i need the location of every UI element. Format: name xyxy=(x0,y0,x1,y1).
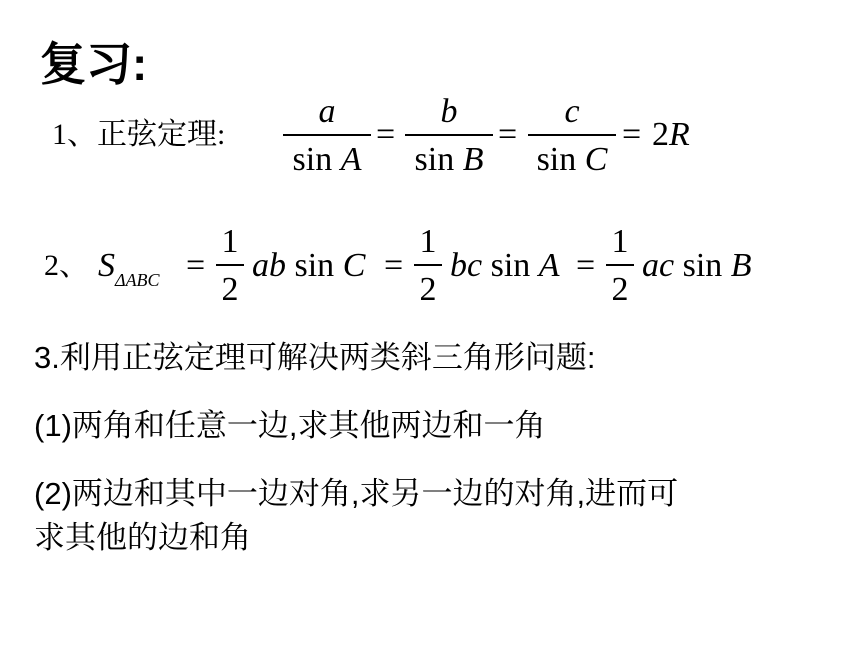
item3-case2-line1: (2)两边和其中一边对角,求另一边的对角,进而可 xyxy=(34,476,679,511)
equals-sign: = xyxy=(384,247,404,284)
equals-sign: = xyxy=(376,116,396,153)
fraction-bar xyxy=(528,134,616,136)
item3-heading: 3.利用正弦定理可解决两类斜三角形问题: xyxy=(34,340,596,375)
equals-sign: = xyxy=(622,116,642,153)
law-of-sines-label: 1、正弦定理: xyxy=(52,118,226,151)
fraction-c-over-sinC xyxy=(528,92,616,184)
equals-sign: = xyxy=(576,247,596,284)
item3-case1: (1)两角和任意一边,求其他两边和一角 xyxy=(34,408,546,443)
equals-sign: = xyxy=(186,247,206,284)
fraction-bar xyxy=(283,134,371,136)
numerator-c: c xyxy=(564,93,580,130)
denominator-sinA: sin A xyxy=(292,141,362,178)
equals-sign: = xyxy=(498,116,518,153)
area-formula-label: 2、 xyxy=(44,249,89,282)
page-title: 复习: xyxy=(40,38,148,90)
term-bc-sinA: bc sin A xyxy=(450,247,560,284)
item3-case2-line2: 求其他的边和角 xyxy=(34,520,251,555)
term-ab-sinC: ab sin C xyxy=(252,247,366,284)
fraction-one-half: 1 2 xyxy=(216,222,244,314)
numerator-b: b xyxy=(440,93,458,130)
fraction-bar xyxy=(405,134,493,136)
area-symbol: $S_{\Delta ABC}$ xyxy=(98,247,160,290)
fraction-b-over-sinB xyxy=(405,92,493,184)
fraction-one-half: 1 2 xyxy=(606,222,634,314)
result-2R: 2R xyxy=(652,116,690,153)
term-ac-sinB: ac sin B xyxy=(642,247,752,284)
denominator-sinC: sin C xyxy=(536,141,608,178)
fraction-one-half: 1 2 xyxy=(414,222,442,314)
denominator-sinB: sin B xyxy=(414,141,484,178)
fraction-a-over-sinA xyxy=(283,92,371,184)
numerator-a: a xyxy=(318,93,336,130)
